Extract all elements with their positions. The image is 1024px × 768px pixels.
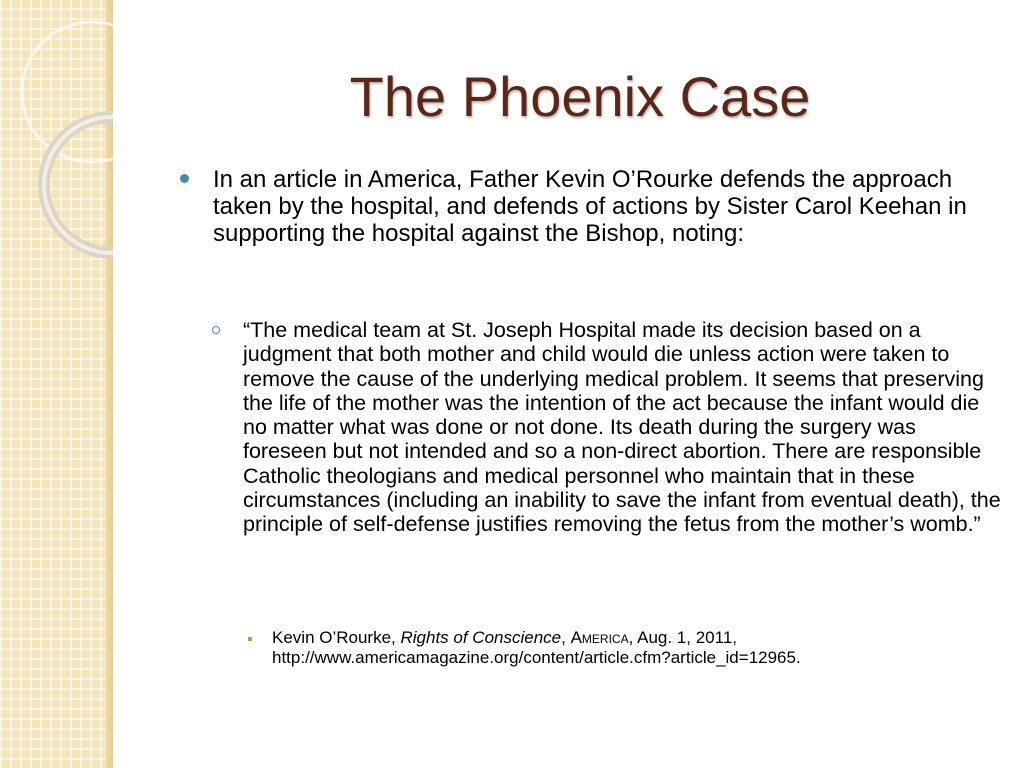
citation-publication: America (570, 628, 629, 647)
sub-bullet-ring-icon (212, 326, 220, 334)
citation-square-icon (248, 637, 252, 641)
citation-separator: , (561, 628, 571, 647)
citation-bullet (272, 628, 992, 668)
main-bullet-text: In an article in America, Father Kevin O’Rourke defends the approach taken by the hospital, and defends of actions by Sister Carol Keehan in supporting the hospital against the Bishop, noting: (213, 166, 967, 247)
decorative-circles (0, 0, 113, 768)
slide-title: The Phoenix Case (349, 65, 811, 128)
citation-date: , Aug. 1, 2011, (628, 628, 737, 647)
citation-author: Kevin O’Rourke, (272, 628, 401, 647)
quote-bullet-text: “The medical team at St. Joseph Hospital made its decision based on a judgment that both mother and child would die unless action were taken to remove the cause of the underlying medical problem. It seems that preserving the life of the mother was the intention of the act because the infant would die no matter what was done or not done. Its death during the surgery was foreseen but not intended and so a non-direct abortion. There are responsible Catholic theologians and medical personnel who maintain that in these circumstances (including an inability to save the infant from eventual death), the principle of self-defense justifies removing the fetus from the mother’s womb.” (243, 318, 1001, 537)
decorative-sidebar (0, 0, 113, 768)
decorative-ring-lower-highlight (44, 117, 113, 253)
citation-url: http://www.americamagazine.org/content/article.cfm?article_id=12965. (272, 648, 801, 667)
bullet-dot-icon (180, 174, 189, 183)
citation-work-title: Rights of Conscience (400, 628, 562, 647)
decorative-ring-lower (44, 117, 113, 253)
